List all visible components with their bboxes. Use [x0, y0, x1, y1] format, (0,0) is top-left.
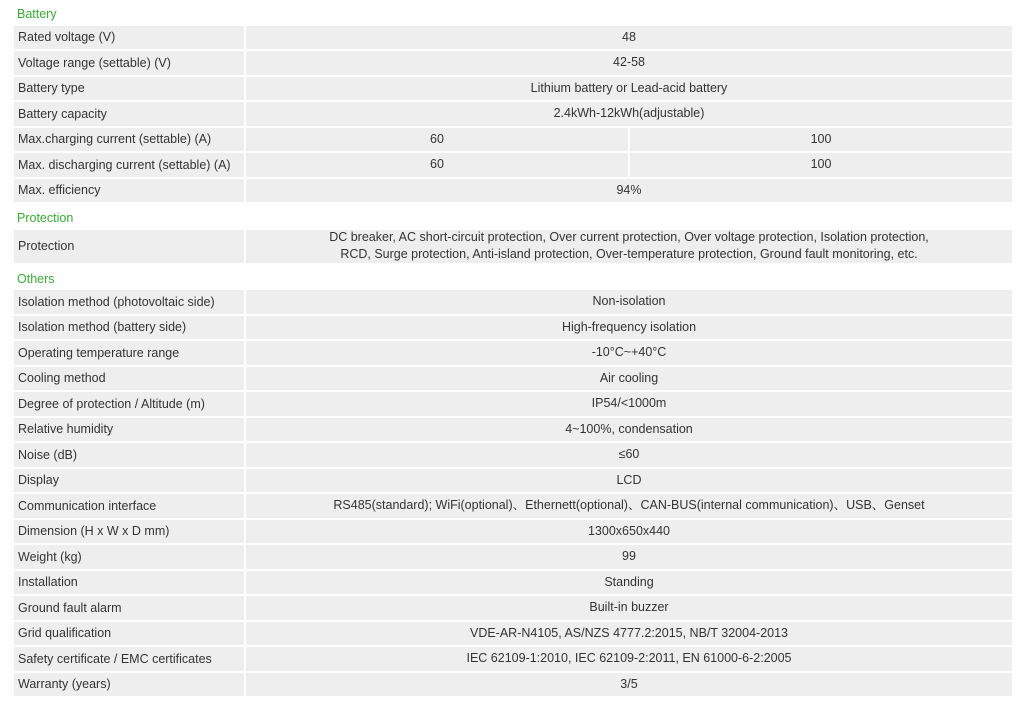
- spec-row: [14, 469, 1012, 493]
- spec-label: Warranty (years): [14, 673, 244, 697]
- spec-label: Max. efficiency: [14, 179, 244, 203]
- spec-label: Dimension (H x W x D mm): [14, 520, 244, 544]
- spec-label: Installation: [14, 571, 244, 595]
- spec-row: [14, 230, 1012, 263]
- spec-row: [14, 494, 1012, 518]
- spec-values: [246, 153, 1012, 177]
- spec-row: [14, 520, 1012, 544]
- spec-value: DC breaker, AC short-circuit protection, Over current protection, Over voltage protection, Isolation protection, RCD, Surge protection, Anti-island protection, Over-temperature protection, Ground fault monitoring, etc.: [246, 230, 1012, 263]
- spec-label: Isolation method (battery side): [14, 316, 244, 340]
- spec-value: 94%: [246, 179, 1012, 203]
- spec-values: [246, 520, 1012, 544]
- spec-sheet: [14, 0, 1012, 698]
- spec-value: 4~100%, condensation: [246, 418, 1012, 442]
- spec-label: Isolation method (photovoltaic side): [14, 290, 244, 314]
- spec-value: VDE-AR-N4105, AS/NZS 4777.2:2015, NB/T 32004-2013: [246, 622, 1012, 646]
- spec-value: 60: [246, 153, 628, 177]
- spec-values: [246, 443, 1012, 467]
- spec-value: Lithium battery or Lead-acid battery: [246, 77, 1012, 101]
- spec-row: [14, 545, 1012, 569]
- spec-values: [246, 341, 1012, 365]
- spec-values: [246, 102, 1012, 126]
- spec-values: [246, 367, 1012, 391]
- spec-label: Safety certificate / EMC certificates: [14, 647, 244, 671]
- spec-row: [14, 443, 1012, 467]
- section-header: Others: [17, 271, 55, 286]
- spec-row: [14, 26, 1012, 50]
- spec-label: Rated voltage (V): [14, 26, 244, 50]
- spec-row: [14, 647, 1012, 671]
- spec-row: [14, 392, 1012, 416]
- spec-row: [14, 51, 1012, 75]
- spec-row: [14, 341, 1012, 365]
- spec-values: [246, 179, 1012, 203]
- spec-label: Grid qualification: [14, 622, 244, 646]
- spec-value: IEC 62109-1:2010, IEC 62109-2:2011, EN 61000-6-2:2005: [246, 647, 1012, 671]
- spec-section-battery: [14, 0, 1012, 202]
- spec-row: [14, 596, 1012, 620]
- spec-values: [246, 469, 1012, 493]
- spec-label: Noise (dB): [14, 443, 244, 467]
- spec-label: Cooling method: [14, 367, 244, 391]
- spec-label: Relative humidity: [14, 418, 244, 442]
- spec-label: Ground fault alarm: [14, 596, 244, 620]
- spec-label: Battery capacity: [14, 102, 244, 126]
- spec-label: Max.charging current (settable) (A): [14, 128, 244, 152]
- spec-values: [246, 128, 1012, 152]
- spec-row: [14, 102, 1012, 126]
- spec-value: Standing: [246, 571, 1012, 595]
- spec-values: [246, 647, 1012, 671]
- spec-value: 3/5: [246, 673, 1012, 697]
- spec-values: [246, 51, 1012, 75]
- spec-value: -10°C~+40°C: [246, 341, 1012, 365]
- spec-value: 60: [246, 128, 628, 152]
- spec-values: [246, 230, 1012, 263]
- spec-values: [246, 316, 1012, 340]
- spec-label: Weight (kg): [14, 545, 244, 569]
- spec-value: Non-isolation: [246, 290, 1012, 314]
- spec-row: [14, 179, 1012, 203]
- spec-row: [14, 77, 1012, 101]
- spec-row: [14, 153, 1012, 177]
- spec-value: 42-58: [246, 51, 1012, 75]
- spec-values: [246, 290, 1012, 314]
- spec-value: 1300x650x440: [246, 520, 1012, 544]
- spec-section-others: [14, 265, 1012, 697]
- spec-value: 100: [630, 128, 1012, 152]
- spec-row: [14, 290, 1012, 314]
- spec-values: [246, 673, 1012, 697]
- spec-values: [246, 545, 1012, 569]
- spec-row: [14, 418, 1012, 442]
- spec-row: [14, 673, 1012, 697]
- spec-label: Display: [14, 469, 244, 493]
- spec-value: LCD: [246, 469, 1012, 493]
- spec-values: [246, 622, 1012, 646]
- spec-value: 48: [246, 26, 1012, 50]
- spec-value: High-frequency isolation: [246, 316, 1012, 340]
- spec-row: [14, 316, 1012, 340]
- spec-value: Built-in buzzer: [246, 596, 1012, 620]
- spec-label: Degree of protection / Altitude (m): [14, 392, 244, 416]
- spec-values: [246, 596, 1012, 620]
- section-header: Protection: [17, 211, 74, 225]
- section-header: Battery: [17, 7, 57, 21]
- spec-values: [246, 494, 1012, 518]
- spec-value: IP54/<1000m: [246, 392, 1012, 416]
- spec-value: 2.4kWh-12kWh(adjustable): [246, 102, 1012, 126]
- spec-value: Air cooling: [246, 367, 1012, 391]
- spec-values: [246, 392, 1012, 416]
- spec-value: RS485(standard); WiFi(optional)、Ethernett(optional)、CAN-BUS(internal communication)、USB、Genset: [246, 494, 1012, 518]
- spec-row: [14, 571, 1012, 595]
- spec-values: [246, 571, 1012, 595]
- spec-label: Protection: [14, 230, 244, 263]
- spec-section-protection: [14, 204, 1012, 263]
- spec-values: [246, 26, 1012, 50]
- spec-values: [246, 77, 1012, 101]
- spec-label: Communication interface: [14, 494, 244, 518]
- spec-label: Operating temperature range: [14, 341, 244, 365]
- spec-label: Battery type: [14, 77, 244, 101]
- spec-row: [14, 622, 1012, 646]
- spec-value: ≤60: [246, 443, 1012, 467]
- spec-label: Max. discharging current (settable) (A): [14, 153, 244, 177]
- spec-values: [246, 418, 1012, 442]
- spec-value: 99: [246, 545, 1012, 569]
- spec-row: [14, 367, 1012, 391]
- spec-row: [14, 128, 1012, 152]
- spec-value: 100: [630, 153, 1012, 177]
- spec-label: Voltage range (settable) (V): [14, 51, 244, 75]
